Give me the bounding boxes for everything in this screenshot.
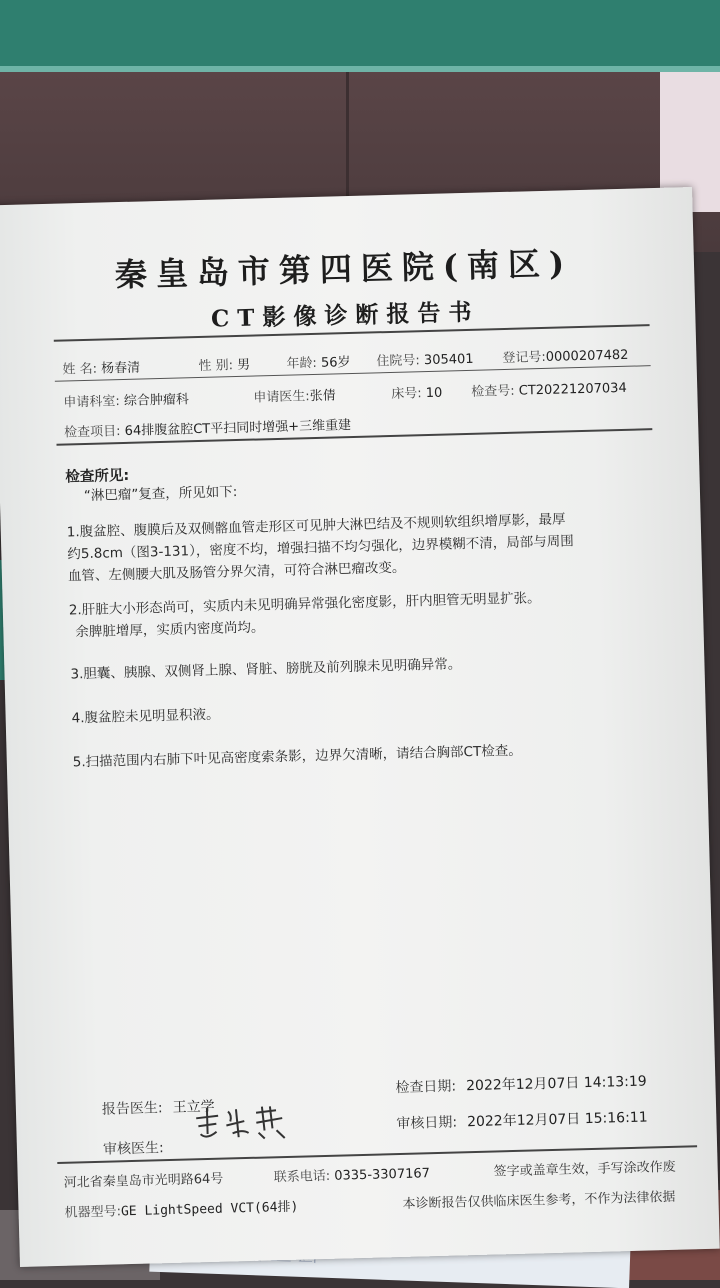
finding-item-1: 1.腹盆腔、腹膜后及双侧髂血管走形区可见肿大淋巴结及不规则软组织增厚影，最厚 约5.8cm（图3-131），密度不均，增强扫描不均匀强化，边界模糊不清，局部与周围 血管、左侧腰大肌及肠管分界欠清，可符合淋巴瘤改变。 — [66, 511, 574, 585]
ct-report-sheet — [0, 187, 720, 1267]
report-doctor-field: 报告医生: 王立学 — [101, 1098, 215, 1118]
request-dept-field: 申请科室: 综合肿瘤科 — [63, 392, 190, 411]
reviewer-signature — [192, 1102, 303, 1145]
hospital-title: 秦皇岛市第四医院(南区) — [114, 244, 574, 295]
signature-note: 签字或盖章生效，手写涂改作废 — [493, 1159, 676, 1180]
review-date-field: 审核日期: 2022年12月07日 15:16:11 — [396, 1109, 648, 1133]
hospital-address: 河北省秦皇岛市光明路64号 — [63, 1171, 224, 1191]
findings-intro: “淋巴瘤”复查，所见如下: — [83, 484, 238, 505]
finding-item-4: 4.腹盆腔未见明显积液。 — [71, 706, 220, 727]
exam-number-field: 检查号: CT20221207034 — [471, 380, 627, 400]
exam-date-field: 检查日期: 2022年12月07日 14:13:19 — [395, 1073, 647, 1097]
registration-number-field: 登记号:0000207482 — [502, 347, 629, 367]
findings-heading: 检查所见: — [65, 467, 130, 486]
request-doctor-field: 申请医生:张倩 — [253, 388, 336, 406]
reviewer-field: 审核医生: — [102, 1140, 164, 1158]
finding-item-3: 3.胆囊、胰腺、双侧肾上腺、肾脏、膀胱及前列腺未见明确异常。 — [70, 656, 462, 683]
report-title: CT影像诊断报告书 — [210, 298, 480, 333]
patient-name-field: 姓 名: 杨春清 — [62, 360, 141, 378]
finding-item-2: 2.肝脏大小形态尚可，实质内未见明确异常强化密度影，肝内胆管无明显扩张。 余脾脏增厚，实质内密度尚均。 — [68, 590, 541, 641]
exam-item-field: 检查项目: 64排腹盆腔CT平扫同时增强+三维重建 — [64, 418, 352, 441]
machine-model: 机器型号:GE LightSpeed VCT(64排) — [64, 1199, 299, 1221]
contact-phone: 联系电话: 0335-3307167 — [273, 1166, 431, 1186]
bed-number-field: 床号: 10 — [391, 385, 443, 402]
patient-gender-field: 性 别: 男 — [198, 357, 251, 374]
admission-number-field: 住院号: 305401 — [376, 351, 474, 370]
legal-disclaimer: 本诊断报告仅供临床医生参考，不作为法律依据 — [402, 1189, 676, 1212]
finding-item-5: 5.扫描范围内右肺下叶见高密度索条影，边界欠清晰，请结合胸部CT检查。 — [72, 742, 522, 771]
patient-age-field: 年龄: 56岁 — [286, 355, 351, 372]
background-teal-surface — [0, 0, 720, 72]
